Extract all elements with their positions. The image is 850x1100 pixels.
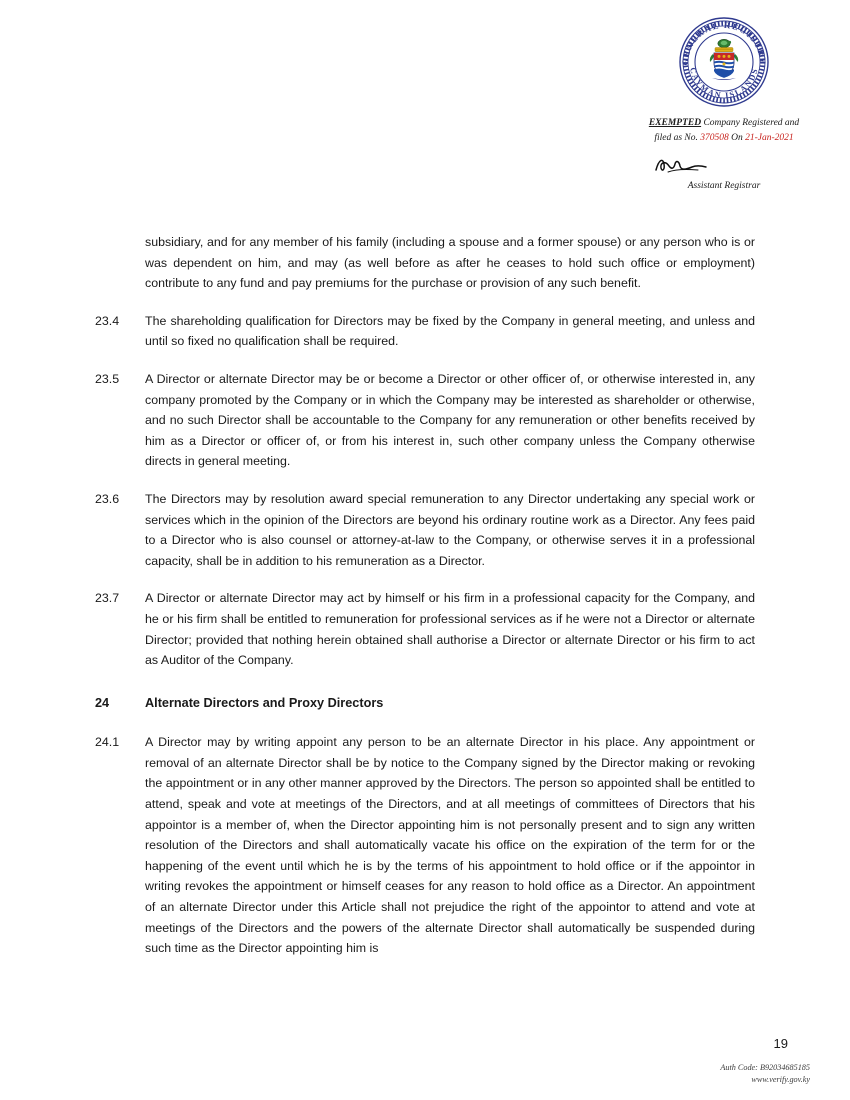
paragraph: [95, 232, 755, 294]
page-number: 19: [773, 1036, 788, 1051]
paragraph-text: A Director or alternate Director may act by himself or his firm in a professional capacity for the Company, and he or his firm shall be entitled to remuneration for professional services as if he were not a Director or alternate Director; provided that nothing herein obtained shall authorise a Director or alternate Director or his firm to act as Auditor of the Company.: [145, 591, 755, 668]
paragraph-number: 23.7: [95, 591, 120, 606]
paragraph-text: A Director or alternate Director may be or become a Director or other officer of, or otherwise interested in, any company promoted by the Company or in which the Company may be interested as shareholder or otherwise, and no such Director shall be accountable to the Company for any remuneration or other benefits received by him as a Director or officer of, or from his interest in, such other company unless the Company otherwise directs in general meeting.: [145, 371, 755, 469]
paragraph-number: 24.1: [95, 735, 120, 750]
paragraph-text: A Director may by writing appoint any person to be an alternate Director in his place. Any appointment or removal of an alternate Director shall be by notice to the Company signed by the Director making or revoking the appointment or in any other manner approved by the Directors. The person so appointed shall be entitled to attend, speak and vote at meetings of the Directors, and at all meetings of committees of Directors that his appointor is a member of, when the Director appointing him is not personally present and to sign any written resolution of the Directors and shall automatically vacate his office on the expiration of the term for or the happening of the event until which he is by the terms of his appointment to hold office or if the appointor in writing revokes the appointment or himself ceases for any reason to hold office as a Director. An appointment of an alternate Director under this Article shall not prejudice the right of the appointor to attend and vote at meetings of the Directors and the powers of the alternate Director shall automatically be suspended during such time as the Director appointing him is: [145, 735, 755, 956]
section-heading: [95, 693, 755, 714]
auth-code: Auth Code: B92034685185: [720, 1063, 810, 1072]
section-number: 24: [95, 695, 110, 710]
paragraph-text: subsidiary, and for any member of his family (including a spouse and a former spouse) or any person who is or was dependent on him, and may (as well before as after he ceases to hold such office or employment) contribute to any fund and pay premiums for the purchase or provision of any such benefit.: [145, 235, 755, 291]
filed-number: 370508: [700, 133, 729, 143]
section-title: Alternate Directors and Proxy Directors: [145, 695, 384, 710]
paragraph: [95, 732, 755, 959]
paragraph-text: The shareholding qualification for Directors may be fixed by the Company in general meeting, and unless and until so fixed no qualification shall be required.: [145, 313, 755, 349]
paragraph: [95, 489, 755, 571]
stamp-line-filed: [634, 131, 814, 146]
svg-text:CAYMAN ISLANDS: CAYMAN ISLANDS: [688, 66, 760, 101]
filed-date: 21-Jan-2021: [745, 133, 794, 143]
registration-stamp: [634, 14, 814, 191]
paragraph: [95, 369, 755, 472]
filed-prefix: filed as No.: [654, 133, 701, 143]
paragraph-number: 23.4: [95, 313, 120, 328]
paragraph-number: 23.6: [95, 491, 120, 506]
exempted-label: EXEMPTED: [648, 118, 702, 128]
verify-url: www.verify.gov.ky: [751, 1074, 810, 1084]
stamp-line-registered: [634, 116, 814, 131]
filed-on-label: On: [728, 133, 746, 143]
registrar-title: Assistant Registrar: [687, 181, 761, 191]
seal-icon: [672, 14, 776, 110]
paragraph: [95, 588, 755, 670]
stamp-text: [634, 116, 814, 146]
registered-text: Company Registered and: [701, 118, 800, 128]
signature-icon: [652, 155, 712, 177]
svg-text:GENERAL REGISTRY: GENERAL REGISTRY: [679, 19, 769, 66]
paragraph-text: The Directors may by resolution award special remuneration to any Director undertaking any special work or services which in the opinion of the Directors are beyond his ordinary routine work as a Director. Any fees paid to a Director who is also counsel or attorney-at-law to the Company, or otherwise serves it in a professional capacity, shall be in addition to his remuneration as a Director.: [145, 491, 755, 568]
paragraph: [95, 311, 755, 352]
signature: [634, 155, 814, 179]
footer-verification: [720, 1062, 810, 1085]
document-body: [95, 232, 755, 976]
paragraph-number: 23.5: [95, 371, 120, 386]
general-registry-seal: [672, 14, 776, 110]
